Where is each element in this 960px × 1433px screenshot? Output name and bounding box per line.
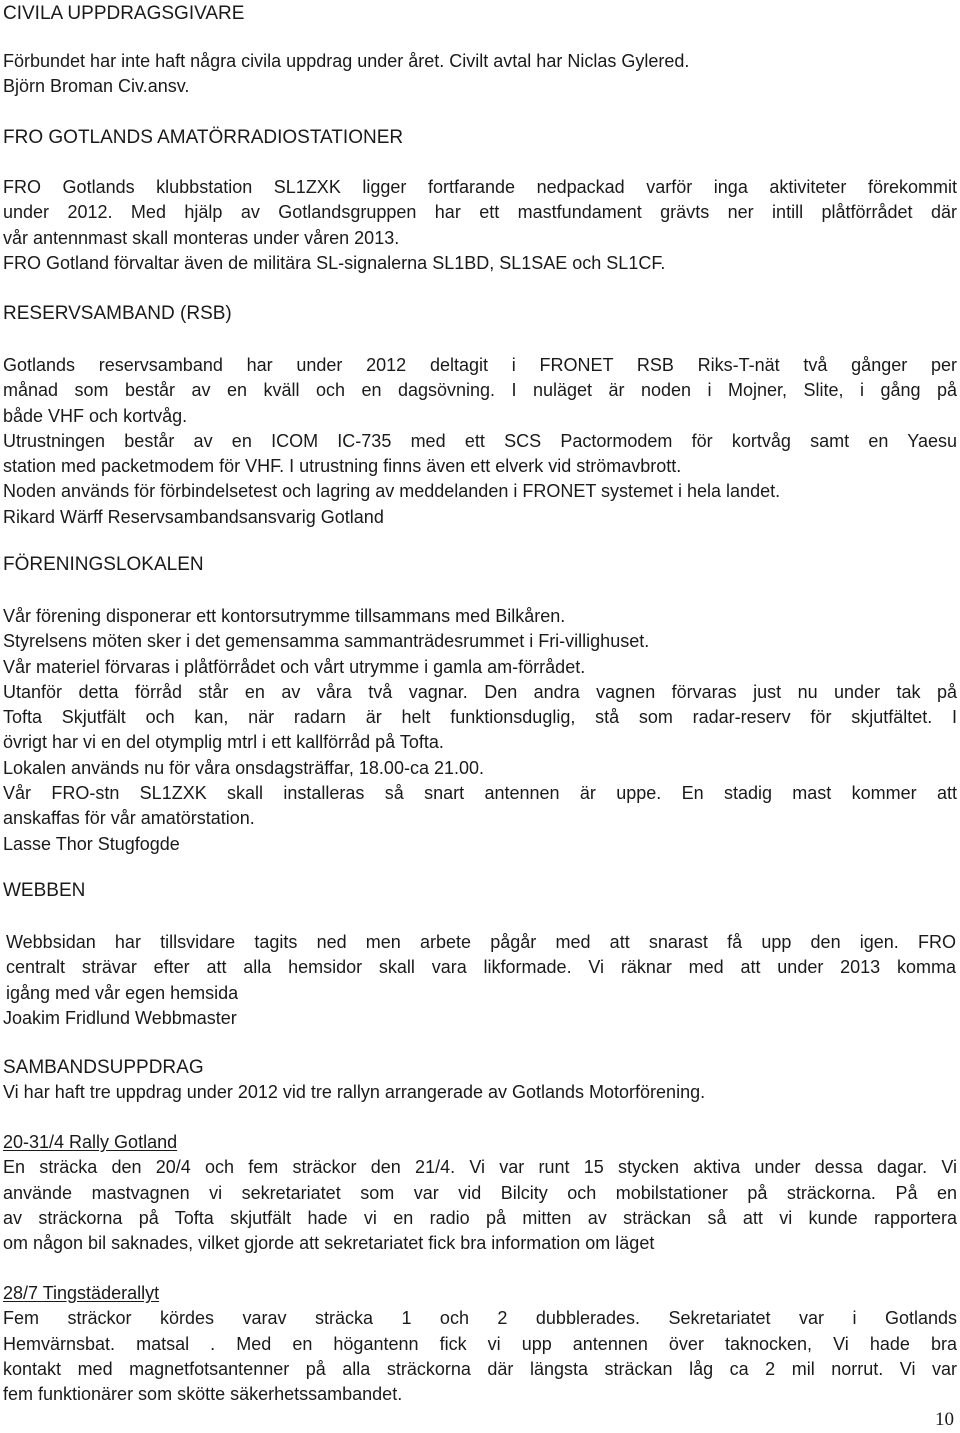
paragraph-line: fem funktionärer som skötte säkerhetssambandet. <box>3 1384 403 1405</box>
paragraph-line: Förbundet har inte haft några civila uppdrag under året. Civilt avtal har Niclas Gylered. <box>3 51 690 71</box>
section-heading: RESERVSAMBAND (RSB) <box>3 303 232 324</box>
subsection-heading: 20-31/4 Rally Gotland <box>3 1132 178 1152</box>
paragraph-line: FRO Gotlands klubbstation SL1ZXK ligger fortfarande nedpackad varför inga aktiviteter förekommit <box>3 177 957 197</box>
paragraph-line: Vår materiel förvaras i plåtförrådet och vårt utrymme i gamla am-förrådet. <box>3 656 586 677</box>
paragraph-line: använde mastvagnen vi sekretariatet som var vid Bilcity och mobilstationer på sträckorna. På en <box>3 1182 957 1203</box>
paragraph-line: Tofta Skjutfält och kan, när radarn är helt funktionsduglig, stå som radar-reserv för skjutfältet. I <box>3 707 957 728</box>
paragraph-line: Hemvärnsbat. matsal . Med en högantenn fick vi upp antennen över taknocken, Vi hade bra <box>3 1333 957 1354</box>
paragraph-line: kontakt med magnetfotsantenner på alla sträckorna där längsta sträckan låg ca 2 mil norrut. Vi var <box>3 1358 957 1379</box>
paragraph-line: Vår FRO-stn SL1ZXK skall installeras så snart antennen är uppe. En stadig mast kommer att <box>3 783 957 804</box>
section-heading: FÖRENINGSLOKALEN <box>3 554 204 575</box>
paragraph-line: av sträckorna på Tofta skjutfält hade vi en radio på mitten av sträckan så att vi kunde rapportera <box>3 1207 957 1228</box>
section-heading: SAMBANDSUPPDRAG <box>3 1057 204 1078</box>
section-webben <box>3 878 957 903</box>
paragraph-line: Fem sträckor kördes varav sträcka 1 och 2 dubblerades. Sekretariatet var i Gotlands <box>3 1308 957 1329</box>
paragraph-line: Gotlands reservsamband har under 2012 deltagit i FRONET RSB Riks-T-nät två gånger per <box>3 355 957 375</box>
paragraph-line: anskaffas för vår amatörstation. <box>3 808 255 829</box>
section-foreningslokalen <box>3 552 957 577</box>
paragraph-line: Björn Broman Civ.ansv. <box>3 76 190 97</box>
paragraph-line: både VHF och kortvåg. <box>3 405 188 426</box>
paragraph-line: vår antennmast skall monteras under våren 2013. <box>3 227 400 248</box>
section-sambandsuppdrag <box>3 1055 957 1106</box>
paragraph-line: månad som består av en kväll och en dagsövning. I nuläget är noden i Mojner, Slite, i gång på <box>3 380 957 401</box>
paragraph-line: Utanför detta förråd står en av våra två vagnar. Den andra vagnen förvaras just nu under tak på <box>3 681 957 702</box>
page-number: 10 <box>935 1409 954 1430</box>
section-rally-gotland <box>3 1130 957 1256</box>
paragraph-line: Vi har haft tre uppdrag under 2012 vid tre rallyn arrangerade av Gotlands Motorförening. <box>3 1082 706 1103</box>
paragraph-line: Joakim Fridlund Webbmaster <box>3 1008 237 1028</box>
paragraph-line: centralt strävar efter att alla hemsidor skall vara likformade. Vi räknar med att under 2013 komma <box>6 957 956 978</box>
section-foreningslokalen-body <box>3 604 957 857</box>
paragraph-line: igång med vår egen hemsida <box>6 982 239 1003</box>
paragraph-line: FRO Gotland förvaltar även de militära SL-signalerna SL1BD, SL1SAE och SL1CF. <box>3 252 666 273</box>
paragraph-line: Noden används för förbindelsetest och lagring av meddelanden i FRONET systemet i hela landet. <box>3 481 781 502</box>
section-heading: WEBBEN <box>3 880 86 901</box>
section-tingstaderallyt <box>3 1281 957 1407</box>
paragraph-line: övrigt har vi en del otymplig mtrl i ett kallförråd på Tofta. <box>3 732 444 753</box>
paragraph-line: under 2012. Med hjälp av Gotlandsgruppen har ett mastfundament grävts ner intill plåtförrådet där <box>3 202 957 223</box>
section-reservsamband <box>3 301 957 326</box>
paragraph-line: Lasse Thor Stugfogde <box>3 833 180 854</box>
section-heading: CIVILA UPPDRAGSGIVARE <box>3 3 245 24</box>
paragraph-line: En sträcka den 20/4 och fem sträckor den 21/4. Vi var runt 15 stycken aktiva under dessa dagar. Vi <box>3 1157 957 1178</box>
paragraph-line: Lokalen används nu för våra onsdagsträffar, 18.00-ca 21.00. <box>3 757 484 778</box>
section-civila-body <box>3 49 957 100</box>
section-heading: FRO GOTLANDS AMATÖRRADIOSTATIONER <box>3 127 404 148</box>
paragraph-line: Vår förening disponerar ett kontorsutrymme tillsammans med Bilkåren. <box>3 606 566 626</box>
paragraph-line: station med packetmodem för VHF. I utrustning finns även ett elverk vid strömavbrott. <box>3 456 682 477</box>
section-fro-gotlands <box>3 125 957 150</box>
paragraph-line: Rikard Wärff Reservsambandsansvarig Gotland <box>3 506 384 527</box>
subsection-heading: 28/7 Tingstäderallyt <box>3 1283 160 1303</box>
section-civila <box>3 1 957 26</box>
section-reservsamband-body <box>3 353 957 530</box>
section-webben-body <box>6 930 956 1006</box>
paragraph-line: Utrustningen består av en ICOM IC-735 med ett SCS Pactormodem för kortvåg samt en Yaesu <box>3 430 957 451</box>
section-fro-gotlands-body <box>3 175 957 276</box>
paragraph-line: Styrelsens möten sker i det gemensamma sammanträdesrummet i Fri-villighuset. <box>3 631 650 652</box>
paragraph-line: Webbsidan har tillsvidare tagits ned men arbete pågår med att snarast få upp den igen. FRO <box>6 932 956 952</box>
paragraph-line: om någon bil saknades, vilket gjorde att sekretariatet fick bra information om läget <box>3 1233 655 1254</box>
section-webben-signature <box>3 1006 957 1031</box>
